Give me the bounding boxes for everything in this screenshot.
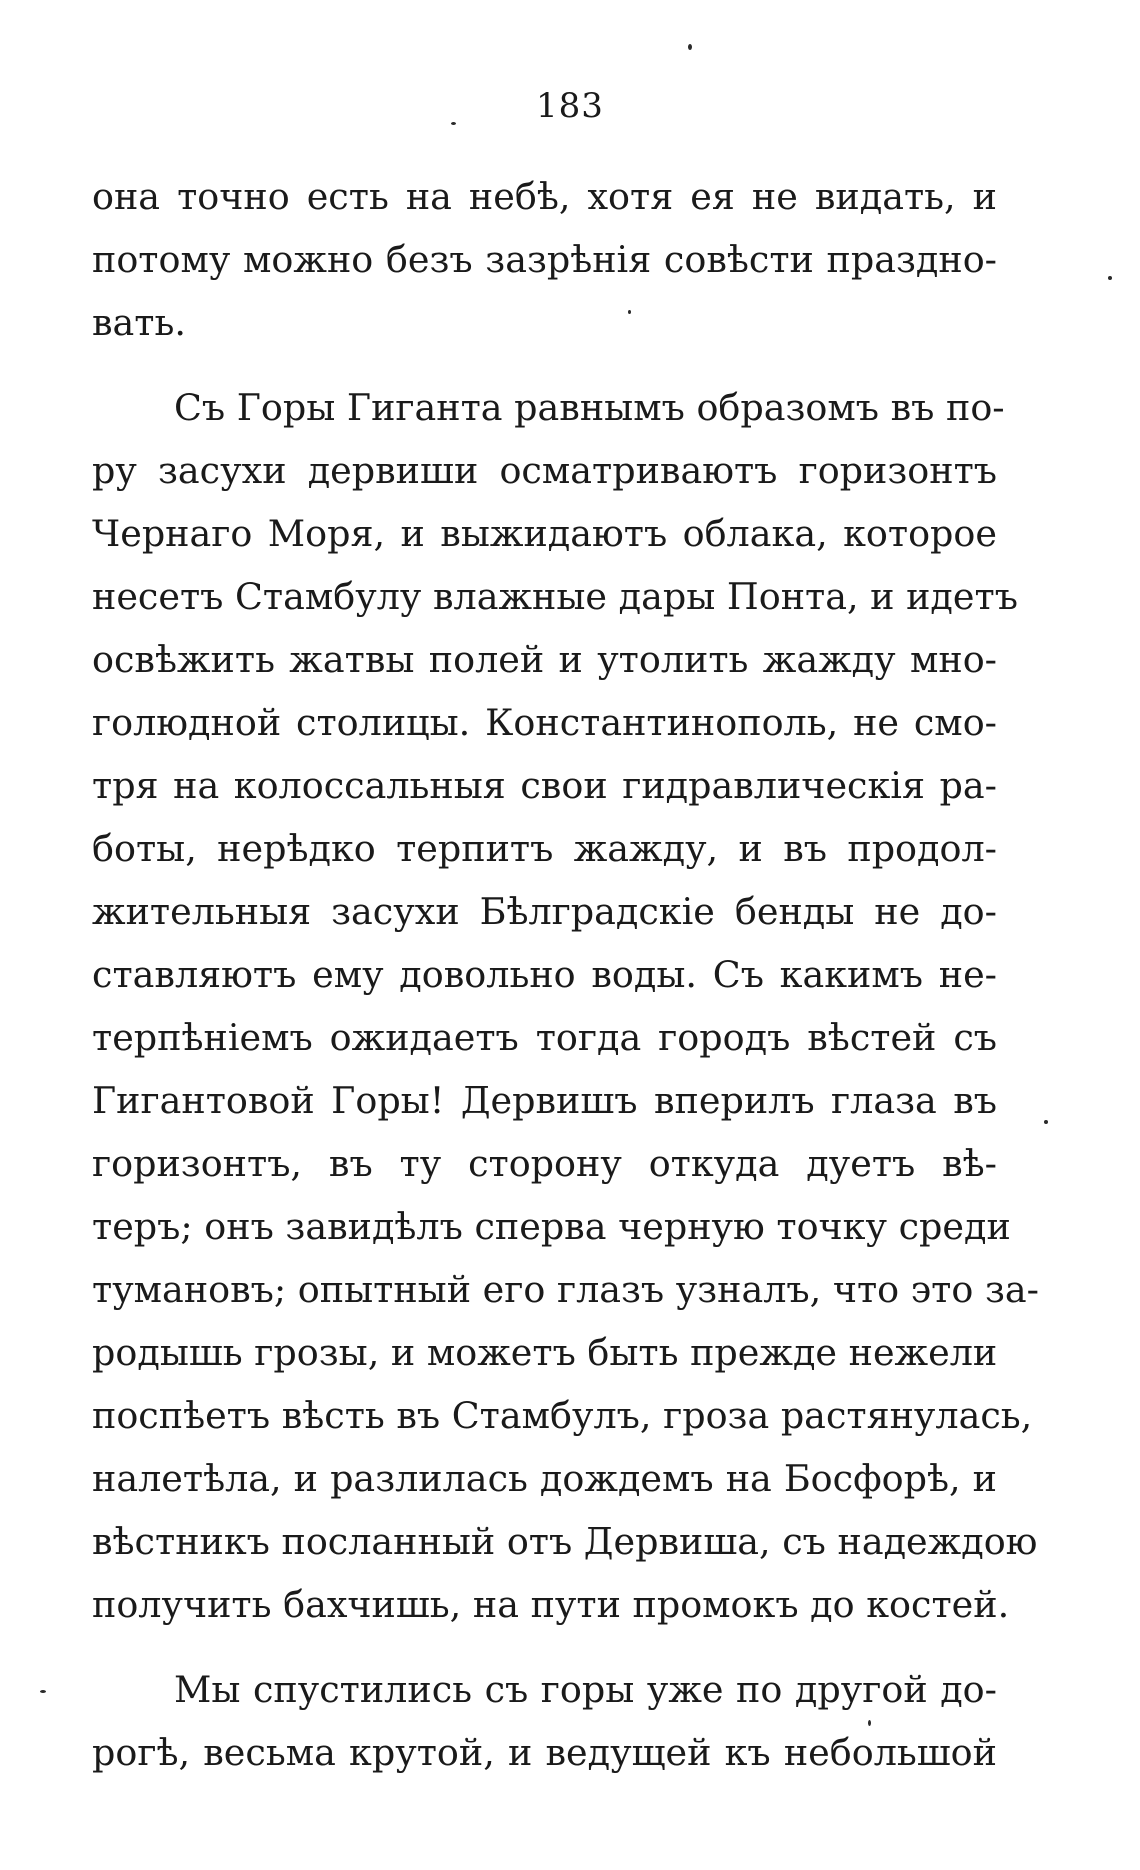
scan-speck (451, 122, 456, 125)
text-line: голюдной столицы. Константинополь, не смо- (92, 701, 997, 744)
page-number: 183 (536, 86, 604, 126)
text-line: Съ Горы Гиганта равнымъ образомъ въ по- (174, 386, 1005, 429)
scan-speck (868, 1720, 871, 1726)
paragraph (92, 165, 997, 354)
text-line: поспѣетъ вѣсть въ Стамбулъ, гроза растянулась, (92, 1394, 1033, 1437)
scan-speck (1108, 276, 1112, 280)
paragraph (92, 376, 1039, 1636)
text-line: терпѣніемъ ожидаетъ тогда городъ вѣстей съ (92, 1016, 997, 1059)
text-line: Мы спустились съ горы уже по другой до- (174, 1668, 997, 1711)
scan-speck (628, 310, 631, 314)
text-line: освѣжить жатвы полей и утолить жажду мно- (92, 638, 997, 681)
text-line: ставляютъ ему довольно воды. Съ какимъ не- (92, 953, 997, 996)
text-line: теръ; онъ завидѣлъ сперва черную точку среди (92, 1205, 1011, 1248)
paragraph (92, 1658, 997, 1784)
text-line: боты, нерѣдко терпитъ жажду, и въ продол- (92, 827, 997, 870)
scan-speck (1044, 1120, 1048, 1124)
text-line: несетъ Стамбулу влажные дары Понта, и идетъ (92, 575, 1018, 618)
text-line: вать. (92, 301, 186, 344)
text-line: Чернаго Моря, и выжидаютъ облака, которое (92, 512, 997, 555)
scan-speck (688, 44, 692, 50)
text-line: жительныя засухи Бѣлградскіе бенды не до- (92, 890, 997, 933)
text-line: рогѣ, весьма крутой, и ведущей къ небольшой (92, 1731, 997, 1774)
text-line: вѣстникъ посланный отъ Дервиша, съ надеждою (92, 1520, 1038, 1563)
text-line: налетѣла, и разлилась дождемъ на Босфорѣ, и (92, 1457, 997, 1500)
scan-speck (40, 1690, 46, 1693)
text-line: ру засухи дервиши осматриваютъ горизонтъ (92, 449, 997, 492)
text-line: горизонтъ, въ ту сторону откуда дуетъ вѣ- (92, 1142, 997, 1185)
text-line: родышь грозы, и можетъ быть прежде нежели (92, 1331, 998, 1374)
text-line: тумановъ; опытный его глазъ узналъ, что это за- (92, 1268, 1039, 1311)
text-line: Гигантовой Горы! Дервишъ вперилъ глаза въ (92, 1079, 997, 1122)
text-line: потому можно безъ зазрѣнія совѣсти праздно- (92, 238, 997, 281)
text-line: тря на колоссальныя свои гидравлическія ра- (92, 764, 997, 807)
page-text (92, 165, 1039, 1784)
text-line: получить бахчишь, на пути промокъ до костей. (92, 1583, 1010, 1626)
text-line: она точно есть на небѣ, хотя ея не видать, и (92, 175, 997, 218)
